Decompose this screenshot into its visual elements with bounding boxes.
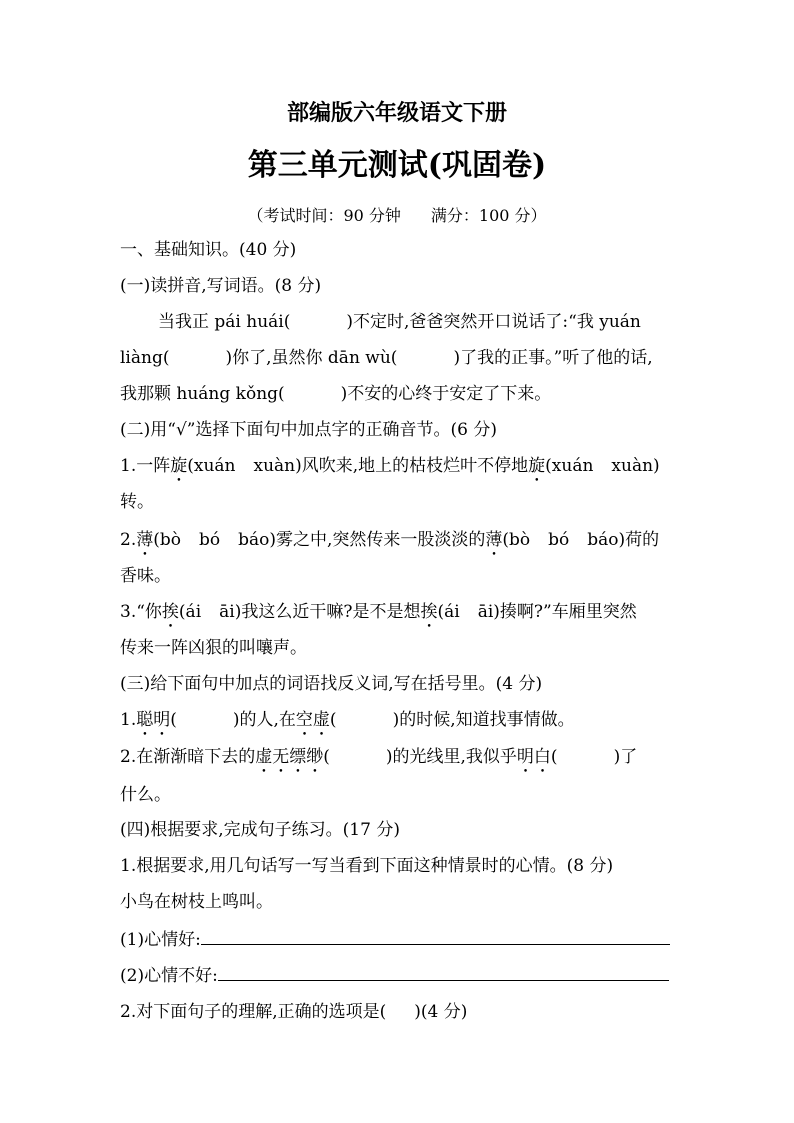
dotted-word: 聪明 <box>136 710 171 730</box>
dotted-word: 空虚 <box>295 710 330 730</box>
part1-line3: 我那颗 huáng kǒng( )不安的心终于安定了下来。 <box>120 384 552 404</box>
part3-heading: (三)给下面句中加点的词语找反义词,写在括号里。(4 分) <box>120 674 543 694</box>
dotted-char: 挨 <box>161 602 179 622</box>
bad-mood-line: (2)心情不好: <box>120 962 669 988</box>
section-heading: 一、基础知识。(40 分) <box>120 240 297 260</box>
dotted-char: 旋 <box>528 456 546 476</box>
part1-heading: (一)读拼音,写词语。(8 分) <box>120 276 322 296</box>
exam-time: （考试时间：90 分钟 <box>247 206 401 225</box>
dotted-char: 薄 <box>136 530 154 550</box>
dotted-char: 旋 <box>170 456 188 476</box>
part2-q1-line2: 转。 <box>120 492 154 512</box>
part4-q1: 1.根据要求,用几句话写一写当看到下面这种情景时的心情。(8 分) <box>120 856 614 876</box>
page-title: 第三单元测试(巩固卷) <box>247 148 547 183</box>
part1-line1: 当我正 pái huái( )不定时,爸爸突然开口说话了:“我 yuán <box>158 312 641 332</box>
part1-line2: liàng( )你了,虽然你 dān wù( )了我的正事。”听了他的话, <box>120 348 653 368</box>
part3-q2-line1: 2.在渐渐暗下去的虚无缥缈( )的光线里,我似乎明白( )了 <box>120 747 638 767</box>
dotted-word: 虚无缥缈 <box>255 747 324 767</box>
part2-q2-line2: 香味。 <box>120 566 171 586</box>
part2-q2-line1: 2.薄(bò bó báo)雾之中,突然传来一股淡淡的薄(bò bó báo)荷的 <box>120 530 660 550</box>
full-score: 满分：100 分） <box>430 206 547 225</box>
good-mood-line: (1)心情好: <box>120 926 670 952</box>
part2-q1-line1: 1.一阵旋(xuán xuàn)风吹来,地上的枯枝烂叶不停地旋(xuán xuàn) <box>120 456 660 476</box>
part2-q3-line1: 3.“你挨(ái āi)我这么近干嘛?是不是想挨(ái āi)揍啊?”车厢里突然 <box>120 602 637 622</box>
part4-q2: 2.对下面句子的理解,正确的选项是( )(4 分) <box>120 1002 468 1022</box>
subtitle: 部编版六年级语文下册 <box>286 100 507 126</box>
part4-heading: (四)根据要求,完成句子练习。(17 分) <box>120 820 400 840</box>
part4-scene: 小鸟在树枝上鸣叫。 <box>120 892 273 912</box>
part2-heading: (二)用“√”选择下面句中加点字的正确音节。(6 分) <box>120 420 497 440</box>
part3-q1: 1.聪明( )的人,在空虚( )的时候,知道找事情做。 <box>120 710 575 730</box>
part3-q2-line2: 什么。 <box>120 785 171 805</box>
dotted-char: 挨 <box>420 602 438 622</box>
good-mood-answer-line[interactable] <box>201 926 670 945</box>
exam-info <box>0 203 794 226</box>
dotted-word: 明白 <box>516 747 551 767</box>
dotted-char: 薄 <box>485 530 503 550</box>
bad-mood-answer-line[interactable] <box>218 962 669 981</box>
part2-q3-line2: 传来一阵凶狠的叫嚷声。 <box>120 638 307 658</box>
